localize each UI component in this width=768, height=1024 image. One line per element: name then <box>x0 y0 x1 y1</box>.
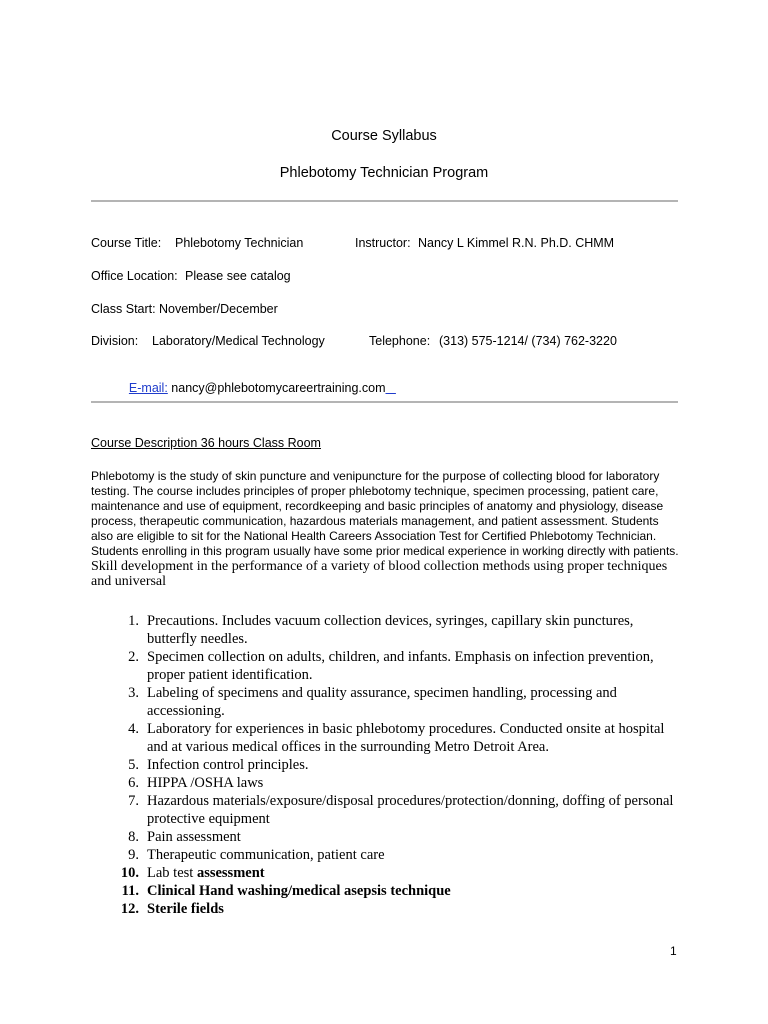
list-item: 1. Precautions. Includes vacuum collection devices, syringes, capillary skin punctures, butterfly needles. <box>128 613 634 647</box>
list-item: 9. Therapeutic communication, patient care <box>128 847 385 863</box>
list-item: 12. Sterile fields <box>120 901 224 917</box>
topics-list <box>91 612 681 918</box>
document-title: Course Syllabus <box>331 128 437 144</box>
office-value: Please see catalog <box>185 269 291 283</box>
top-divider <box>91 200 678 202</box>
list-item: 6. HIPPA /OSHA laws <box>128 775 264 791</box>
list-item: 10. Lab test assessment <box>120 865 265 881</box>
division-label: Division: <box>91 334 139 348</box>
course-description-heading: Course Description 36 hours Class Room <box>91 436 321 450</box>
list-item: 8. Pain assessment <box>128 829 241 845</box>
telephone-value: (313) 575-1214/ (734) 762-3220 <box>439 334 617 348</box>
program-title: Phlebotomy Technician Program <box>279 165 489 181</box>
list-item: 7. Hazardous materials/exposure/disposal procedures/protection/donning, doffing of personal protective equipment <box>128 793 674 827</box>
division-value: Laboratory/Medical Technology <box>152 334 325 348</box>
course-title-label: Course Title: <box>91 236 162 250</box>
course-title-value: Phlebotomy Technician <box>175 236 304 250</box>
list-item: 5. Infection control principles. <box>128 757 309 773</box>
email-trailing-link <box>385 381 395 395</box>
bottom-divider <box>91 401 678 403</box>
class-start-label: Class Start: <box>91 302 156 316</box>
list-item: 4. Laboratory for experiences in basic phlebotomy procedures. Conducted onsite at hospital and at various medical offices in the surrounding Metro Detroit Area. <box>128 721 665 755</box>
list-item: 3. Labeling of specimens and quality assurance, specimen handling, processing and accessioning. <box>128 685 617 719</box>
class-start-value: November/December <box>159 302 278 316</box>
course-description <box>91 469 681 589</box>
description-text-serif: Skill development in the performance of a variety of blood collection methods using proper techniques and universal <box>91 559 668 589</box>
office-label: Office Location: <box>91 269 178 283</box>
list-item: 11. Clinical Hand washing/medical asepsis technique <box>121 883 451 899</box>
instructor-label: Instructor: <box>355 236 411 250</box>
email-address[interactable]: nancy@phlebotomycareertraining.com <box>171 381 386 395</box>
page-number: 1 <box>670 944 677 958</box>
description-text-sans: Phlebotomy is the study of skin puncture and venipuncture for the purpose of collecting blood for laboratory testing. The course includes principles of proper phlebotomy technique, specimen processing, patient care, maintenance and use of equipment, recordkeeping and basic principles of anatomy and physiology, disease process, therapeutic communication, hazardous materials management, and patient assessment. Students also are eligible to sit for the National Health Careers Association Test for Certified Phlebotomy Technician. Students enrolling in this program usually have some prior medical experience in working directly with patients. <box>91 469 679 558</box>
email-label-link[interactable]: E-mail: <box>128 381 168 395</box>
instructor-value: Nancy L Kimmel R.N. Ph.D. CHMM <box>418 236 615 250</box>
list-item: 2. Specimen collection on adults, children, and infants. Emphasis on infection prevention, proper patient identification. <box>128 649 654 683</box>
telephone-label: Telephone: <box>369 334 431 348</box>
